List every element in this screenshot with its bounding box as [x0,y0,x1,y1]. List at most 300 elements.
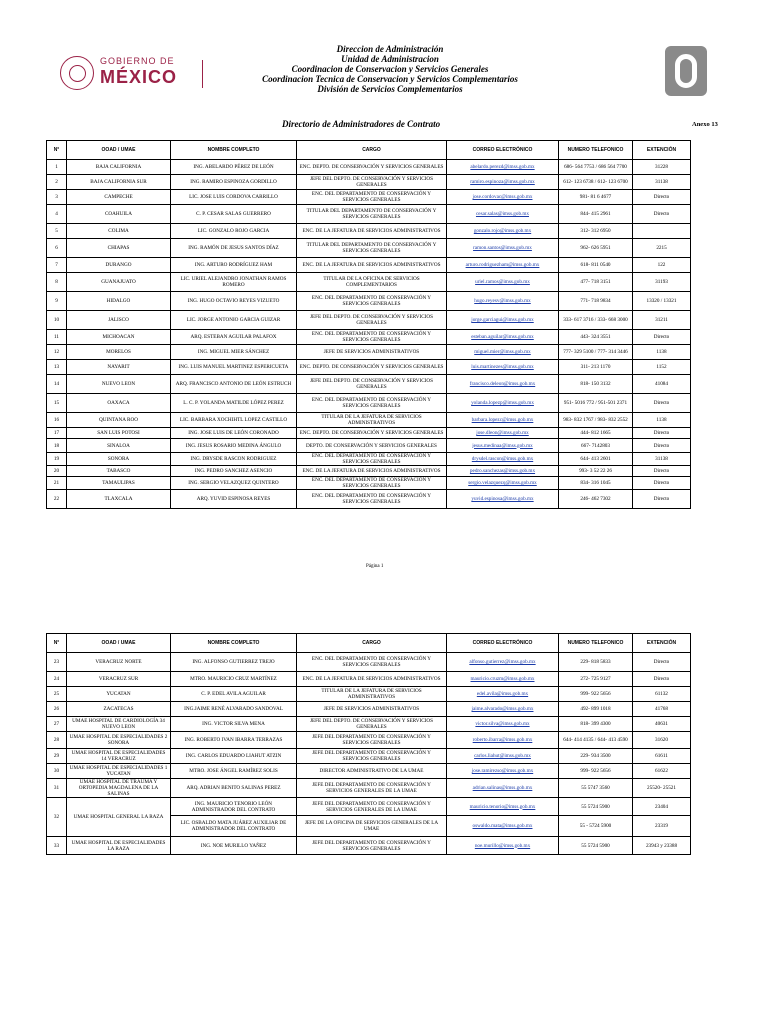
email-cell[interactable]: miguel.mier@imss.gob.mx [447,345,559,360]
phone-cell: 477- 718 3151 [559,273,633,292]
extension-cell: Directo [633,490,691,509]
phone-cell: 444- 812 1665 [559,428,633,439]
email-cell[interactable]: uriel.ramos@imss.gob.mx [447,273,559,292]
name-cell: ARQ. ADRIAN BENITO SALINAS PEREZ [171,779,297,798]
email-cell[interactable]: ramiro.espinoza@imss.gob.mx [447,175,559,190]
name-cell: ING. CARLOS EDUARDO LIAHUT ATZIN [171,749,297,764]
phone-cell: 999- 922 5656 [559,687,633,702]
row-number-cell: 5 [47,224,67,239]
phone-cell: 993- 3 52 22 26 [559,466,633,477]
position-cell: TITULAR DEL DEPARTAMENTO DE CONSERVACIÓN Y SERVICIOS GENERALES [297,205,447,224]
table-row [47,360,691,375]
table-row [47,837,691,855]
extension-cell: 31211 [633,311,691,330]
header-line: Coordinacion Tecnica de Conservacion y Servicios Complementarios [262,74,518,84]
row-number-cell: 30 [47,764,67,779]
extension-cell: Directo [633,466,691,477]
extension-cell: 23319 [633,816,691,837]
phone-cell: 312- 312 6950 [559,224,633,239]
table-row [47,779,691,798]
extension-cell: 61622 [633,764,691,779]
email-cell[interactable]: yolanda.lopezp@imss.gob.mx [447,394,559,413]
table-row [47,375,691,394]
extension-cell: 23404 [633,798,691,816]
column-header: N° [47,634,67,653]
phone-cell: 834- 316 1045 [559,477,633,490]
position-cell: ENC. DE LA JEFATURA DE SERVICIOS ADMINISTRATIVOS [297,466,447,477]
row-number-cell: 13 [47,360,67,375]
phone-cell: 999- 922 5656 [559,764,633,779]
directory-table-page1 [46,140,691,509]
row-number-cell: 12 [47,345,67,360]
table-row [47,749,691,764]
name-cell: ING. NOE MURILLO YAÑEZ [171,837,297,855]
phone-cell: 983- 832 1767 / 983- 832 2552 [559,413,633,428]
phone-cell: 443- 324 3551 [559,330,633,345]
table-row [47,477,691,490]
email-cell[interactable]: carlos.liahut@imss.gob.mx [447,749,559,764]
email-cell[interactable]: jose.dleon@imss.gob.mx [447,428,559,439]
ooad-cell: BAJA CALIFORNIA [67,160,171,175]
extension-cell: 1138 [633,345,691,360]
table-row [47,764,691,779]
phone-cell: 818- 150 3132 [559,375,633,394]
extension-cell: 31193 [633,273,691,292]
extension-cell: 61132 [633,687,691,702]
table-row [47,330,691,345]
position-cell: JEFE DEL DEPARTAMENTO DE CONSERVACIÓN Y SERVICIOS GENERALES DE LA UMAE [297,779,447,798]
phone-cell: 612- 123 6738 / 612- 123 6700 [559,175,633,190]
ooad-cell: YUCATAN [67,687,171,702]
name-cell: C. P. EDEL AVILA AGUILAR [171,687,297,702]
position-cell: TITULAR DE LA JEFATURA DE SERVICIOS ADMINISTRATIVOS [297,687,447,702]
email-cell[interactable]: esteban.aguilar@imss.gob.mx [447,330,559,345]
table-row [47,439,691,453]
annex-label: Anexo 13 [692,121,718,128]
position-cell: DIRECTOR ADMINISTRATIVO DE LA UMAE [297,764,447,779]
ooad-cell: MICHOACAN [67,330,171,345]
extension-cell: Directo [633,330,691,345]
row-number-cell: 14 [47,375,67,394]
row-number-cell: 19 [47,453,67,466]
ooad-cell: OAXACA [67,394,171,413]
name-cell: ING. PEDRO SANCHEZ ASENCIO [171,466,297,477]
ooad-cell: JALISCO [67,311,171,330]
table-header-row [47,141,691,160]
position-cell: ENC. DEL DEPARTAMENTO DE CONSERVACIÓN Y SERVICIOS GENERALES [297,190,447,205]
name-cell: LIC. JORGE ANTONIO GARCIA GUIZAR [171,311,297,330]
table-row [47,732,691,749]
position-cell: JEFE DE SERVICIOS ADMINISTRATIVOS [297,345,447,360]
ooad-cell: COAHUILA [67,205,171,224]
logo-line1: GOBIERNO DE [100,56,175,66]
row-number-cell: 24 [47,672,67,687]
column-header: NOMBRE COMPLETO [171,634,297,653]
position-cell: ENC. DEL DEPARTAMENTO DE CONSERVACIÓN Y SERVICIOS GENERALES [297,477,447,490]
column-header: EXTENCIÓN [633,141,691,160]
phone-cell: 618- 811 0540 [559,258,633,273]
name-cell: ING. SERGIO VELAZQUEZ QUINTERO [171,477,297,490]
row-number-cell: 9 [47,292,67,311]
phone-cell: 333- 617 3716 / 333- 668 3000 [559,311,633,330]
email-cell[interactable]: yuvid.espinosa@imss.gob.mx [447,490,559,509]
ooad-cell: DURANGO [67,258,171,273]
ooad-cell: TABASCO [67,466,171,477]
extension-cell: 31138 [633,453,691,466]
extension-cell: 122 [633,258,691,273]
phone-cell: 229- 818 5833 [559,653,633,672]
ooad-cell: UMAE HOSPITAL DE ESPECIALIDADES LA RAZA [67,837,171,855]
ooad-cell: SINALOA [67,439,171,453]
position-cell: ENC. DEL DEPARTAMENTO DE CONSERVACIÓN Y SERVICIOS GENERALES [297,453,447,466]
position-cell: ENC. DEPTO. DE CONSERVACIÓN Y SERVICIOS GENERALES [297,160,447,175]
name-cell: ARQ. ESTEBAN AGUILAR PALAFOX [171,330,297,345]
email-cell[interactable]: luis.martinezes@imss.gob.mx [447,360,559,375]
email-cell[interactable]: abelardo.perezd@imss.gob.mx [447,160,559,175]
column-header: NUMERO TELEFONICO [559,141,633,160]
table-row [47,672,691,687]
imss-logo-icon [665,46,707,96]
email-cell[interactable]: sergio.velazquezq@imss.gob.mx [447,477,559,490]
ooad-cell: MORELOS [67,345,171,360]
email-cell[interactable]: jorge.garciagui@imss.gob.mx [447,311,559,330]
position-cell: JEFE DEL DEPTO. DE CONSERVACIÓN Y SERVICIOS GENERALES [297,717,447,732]
extension-cell: Directo [633,653,691,672]
phone-cell: 844- 415 2961 [559,205,633,224]
name-cell: ING. MIGUEL MIER SÁNCHEZ [171,345,297,360]
column-header: EXTENCIÓN [633,634,691,653]
email-cell[interactable]: adrian.salinas@imss.gob.mx [447,779,559,798]
column-header: CORREO ELECTRÓNICO [447,634,559,653]
row-number-cell: 32 [47,798,67,837]
email-cell[interactable]: edel.avila@imss.gob.mx [447,687,559,702]
row-number-cell: 11 [47,330,67,345]
table-row [47,687,691,702]
email-cell[interactable]: noe.murillo@imss.gob.mx [447,837,559,855]
name-cell: ING. ALFONSO GUTIERREZ TREJO [171,653,297,672]
table-row [47,394,691,413]
email-cell[interactable]: jaime.alvarado@imss.gob.mx [447,702,559,717]
position-cell: ENC. DEPTO. DE CONSERVACIÓN Y SERVICIOS GENERALES [297,428,447,439]
page-number: Página 1 [366,564,384,569]
email-cell[interactable]: mauricio.cruzm@imss.gob.mx [447,672,559,687]
ooad-cell: TAMAULIPAS [67,477,171,490]
ooad-cell: TLAXCALA [67,490,171,509]
name-cell: ING. VICTOR SILVA MENA [171,717,297,732]
table-row [47,702,691,717]
header-line: Unidad de Administracion [341,54,439,64]
position-cell: TITULAR DE LA JEFATURA DE SERVICIOS ADMINISTRATIVOS [297,413,447,428]
table-row [47,224,691,239]
position-cell: ENC. DE LA JEFATURA DE SERVICIOS ADMINISTRATIVOS [297,672,447,687]
name-cell: LIC. GONZALO ROJO GARCIA [171,224,297,239]
name-cell: ING. DRYSDE RASCON RODRIGUEZ [171,453,297,466]
table-row [47,190,691,205]
position-cell: ENC. DE LA JEFATURA DE SERVICIOS ADMINISTRATIVOS [297,258,447,273]
table-row [47,175,691,190]
extension-cell: 31228 [633,160,691,175]
row-number-cell: 4 [47,205,67,224]
ooad-cell: UMAE HOSPITAL DE CARDIOLOGÍA 34 NUEVO LEON [67,717,171,732]
email-cell[interactable]: arturo.rodriguezham@imss.gob.mx [447,258,559,273]
name-cell: ING.JAIME RENÉ ALVARADO SANDOVAL [171,702,297,717]
phone-cell: 951- 5016 772 / 951-501 2371 [559,394,633,413]
phone-cell: 229- 934 3500 [559,749,633,764]
ooad-cell: NUEVO LEON [67,375,171,394]
extension-cell: Directo [633,428,691,439]
row-number-cell: 33 [47,837,67,855]
row-number-cell: 17 [47,428,67,439]
phone-cell: 962- 626 5951 [559,239,633,258]
extension-cell: 31620 [633,732,691,749]
row-number-cell: 31 [47,779,67,798]
row-number-cell: 2 [47,175,67,190]
phone-cell: 644- 413 2601 [559,453,633,466]
header-line: División de Servicios Complementarios [317,84,463,94]
position-cell: ENC. DEL DEPARTAMENTO DE CONSERVACIÓN Y SERVICIOS GENERALES [297,490,447,509]
email-cell[interactable]: drysdel.rascon@imss.gob.mx [447,453,559,466]
table-row [47,160,691,175]
column-header: CARGO [297,634,447,653]
ooad-cell: GUANAJUATO [67,273,171,292]
column-header: CORREO ELECTRÓNICO [447,141,559,160]
header-block [180,44,600,94]
phone-cell: 686- 564 7753 / 686 564 7700 [559,160,633,175]
extension-cell: 40631 [633,717,691,732]
phone-cell: 777- 329 5100 / 777- 314 3446 [559,345,633,360]
email-cell[interactable]: jose.cordovac@imss.gob.mx [447,190,559,205]
email-cell[interactable]: oswaldo.mata@imss.gob.mx [447,816,559,837]
position-cell: JEFE DEL DEPARTAMENTO DE CONSERVACIÓN Y SERVICIOS GENERALES [297,732,447,749]
phone-cell: 311- 213 1170 [559,360,633,375]
row-number-cell: 25 [47,687,67,702]
extension-cell: Directo [633,394,691,413]
table-row [47,428,691,439]
extension-cell: 23943 y 23388 [633,837,691,855]
row-number-cell: 16 [47,413,67,428]
position-cell: JEFE DE LA OFICINA DE SERVICIOS GENERALES DE LA UMAE [297,816,447,837]
position-cell: JEFE DEL DEPTO. DE CONSERVACIÓN Y SERVICIOS GENERALES [297,175,447,190]
ooad-cell: VERACRUZ SUR [67,672,171,687]
phone-cell: 55 5724 5900 [559,798,633,816]
table-row [47,413,691,428]
name-cell: MTRO. JOSE ÁNGEL RAMÍREZ SOLIS [171,764,297,779]
phone-cell: 55 5724 5900 [559,837,633,855]
ooad-cell: VERACRUZ NORTE [67,653,171,672]
table-row [47,273,691,292]
extension-cell: Directo [633,672,691,687]
name-cell: ARQ. FRANCISCO ANTONIO DE LEÓN ESTRUCH [171,375,297,394]
position-cell: JEFE DEL DEPARTAMENTO DE CONSERVACIÓN Y SERVICIOS GENERALES [297,837,447,855]
email-cell[interactable]: gonzalo.rojo@imss.gob.mx [447,224,559,239]
row-number-cell: 7 [47,258,67,273]
position-cell: ENC. DEPTO. DE CONSERVACIÓN Y SERVICIOS GENERALES [297,360,447,375]
table-row [47,717,691,732]
column-header: OOAD / UMAE [67,141,171,160]
table-row [47,292,691,311]
header-line: Direccion de Administración [336,44,444,54]
phone-cell: 644- 414 4135 / 644- 413 4590 [559,732,633,749]
ooad-cell: BAJA CALIFORNIA SUR [67,175,171,190]
name-cell: ARQ. YUVID ESPINOSA REYES [171,490,297,509]
name-cell: ING. HUGO OCTAVIO REYES VIZUETO [171,292,297,311]
ooad-cell: SONORA [67,453,171,466]
table-row [47,490,691,509]
name-cell: ING. ABELARDO PÉREZ DE LEÓN [171,160,297,175]
name-cell: LIC. OSBALDO MATA JUÁREZ AUXILIAR DE ADMINISTRADOR DEL CONTRATO [171,816,297,837]
row-number-cell: 29 [47,749,67,764]
ooad-cell: UMAE HOSPITAL DE ESPECIALIDADES 1 YUCATAN [67,764,171,779]
header-line: Coordinacion de Conservacion y Servicios Generales [291,64,489,74]
phone-cell: 492- 899 1018 [559,702,633,717]
table-row [47,798,691,816]
name-cell: ING. RAMÓN DE JESUS SANTOS DÍAZ [171,239,297,258]
extension-cell: Directo [633,190,691,205]
name-cell: LIC. BARBARA XOCHIHTL LOPEZ CASTILLO [171,413,297,428]
extension-cell: 1138 [633,413,691,428]
ooad-cell: SAN LUIS POTOSI [67,428,171,439]
ooad-cell: UMAE HOSPITAL DE ESPECIALIDADES 14 VERACRUZ [67,749,171,764]
position-cell: ENC. DEL DEPARTAMENTO DE CONSERVACIÓN Y SERVICIOS GENERALES [297,394,447,413]
position-cell: TITULAR DE LA OFICINA DE SERVICIOS COMPLEMENTARIOS [297,273,447,292]
extension-cell [633,224,691,239]
extension-cell: Directo [633,439,691,453]
row-number-cell: 1 [47,160,67,175]
name-cell: LIC. JOSE LUIS CORDOVA CARRILLO [171,190,297,205]
name-cell: L. C. P. YOLANDA MATILDE LÓPEZ PEREZ [171,394,297,413]
directory-table-page2 [46,633,691,855]
extension-cell: Directo [633,477,691,490]
table-row [47,258,691,273]
extension-cell: 41084 [633,375,691,394]
position-cell: JEFE DEL DEPTO. DE CONSERVACIÓN Y SERVICIOS GENERALES [297,311,447,330]
email-cell[interactable]: ramon.santos@imss.gob.mx [447,239,559,258]
ooad-cell: ZACATECAS [67,702,171,717]
position-cell: JEFE DE SERVICIOS ADMINISTRATIVOS [297,702,447,717]
row-number-cell: 8 [47,273,67,292]
email-cell[interactable]: jose.ramirezso@imss.gob.mx [447,764,559,779]
name-cell: ING. ROBERTO IVAN IBARRA TERRAZAS [171,732,297,749]
phone-cell: 771- 718 9834 [559,292,633,311]
ooad-cell: UMAE HOSPITAL DE ESPECIALIDADES 2 SONORA [67,732,171,749]
position-cell: ENC. DE LA JEFATURA DE SERVICIOS ADMINISTRATIVOS [297,224,447,239]
email-cell[interactable]: cesar.salas@imss.gob.mx [447,205,559,224]
row-number-cell: 15 [47,394,67,413]
email-cell[interactable]: francisco.deleon@imss.gob.mx [447,375,559,394]
position-cell: ENC. DEL DEPARTAMENTO DE CONSERVACIÓN Y SERVICIOS GENERALES [297,653,447,672]
row-number-cell: 20 [47,466,67,477]
name-cell: ING. ARTURO RODRÍGUEZ HAM [171,258,297,273]
phone-cell: 667- 7142803 [559,439,633,453]
ooad-cell: CHIAPAS [67,239,171,258]
email-cell[interactable]: victor.silva@imss.gob.mx [447,717,559,732]
column-header: OOAD / UMAE [67,634,171,653]
table-row [47,345,691,360]
column-header: NUMERO TELEFONICO [559,634,633,653]
table-row [47,239,691,258]
phone-cell: 272- 725 9127 [559,672,633,687]
email-cell[interactable]: pedro.sanchezas@imss.gob.mx [447,466,559,477]
name-cell: ING. JESUS ROSARIO MEDINA ÁNGULO [171,439,297,453]
extension-cell: 31138 [633,175,691,190]
national-seal-icon [60,56,94,90]
column-header: NOMBRE COMPLETO [171,141,297,160]
email-cell[interactable]: barbara.lopezc@imss.gob.mx [447,413,559,428]
extension-cell: 61611 [633,749,691,764]
ooad-cell: QUINTANA ROO [67,413,171,428]
extension-cell: Directo [633,205,691,224]
name-cell: ING. RAMIRO ESPINOZA GORDILLO [171,175,297,190]
phone-cell: 55 5747 3560 [559,779,633,798]
column-header: CARGO [297,141,447,160]
extension-cell: 41768 [633,702,691,717]
position-cell: JEFE DEL DEPARTAMENTO DE CONSERVACIÓN Y SERVICIOS GENERALES DE LA UMAE [297,798,447,816]
position-cell: JEFE DEL DEPTO. DE CONSERVACIÓN Y SERVICIOS GENERALES [297,375,447,394]
phone-cell: 246- 462 7302 [559,490,633,509]
row-number-cell: 18 [47,439,67,453]
row-number-cell: 26 [47,702,67,717]
table-row [47,205,691,224]
ooad-cell: NAYARIT [67,360,171,375]
row-number-cell: 22 [47,490,67,509]
name-cell: ING. LUIS MANUEL MARTINEZ ESPERICUETA [171,360,297,375]
table-header-row [47,634,691,653]
ooad-cell: COLIMA [67,224,171,239]
row-number-cell: 6 [47,239,67,258]
position-cell: TITULAR DEL DEPARTAMENTO DE CONSERVACIÓN Y SERVICIOS GENERALES [297,239,447,258]
row-number-cell: 23 [47,653,67,672]
name-cell: C. P. CESAR SALAS GUERRERO [171,205,297,224]
phone-cell: 55 - 5724 5900 [559,816,633,837]
phone-cell: 818- 399 4300 [559,717,633,732]
row-number-cell: 21 [47,477,67,490]
ooad-cell: HIDALGO [67,292,171,311]
extension-cell: 25520- 25521 [633,779,691,798]
column-header: N° [47,141,67,160]
row-number-cell: 28 [47,732,67,749]
document-title: Directorio de Administradores de Contrato [282,119,441,129]
email-cell[interactable]: alfonso.gutierrez@imss.gob.mx [447,653,559,672]
table-row [47,311,691,330]
row-number-cell: 10 [47,311,67,330]
ooad-cell: UMAE HOSPITAL DE TRAUMA Y ORTOPEDIA MAGDALENA DE LA SALINAS [67,779,171,798]
extension-cell: 13320 / 13321 [633,292,691,311]
extension-cell: 2215 [633,239,691,258]
email-cell[interactable]: roberto.ibarra@imss.gob.mx [447,732,559,749]
position-cell: JEFE DEL DEPARTAMENTO DE CONSERVACIÓN Y SERVICIOS GENERALES [297,749,447,764]
row-number-cell: 3 [47,190,67,205]
email-cell[interactable]: mauricio.tenorio@imss.gob.mx [447,798,559,816]
phone-cell: 981- 81 6 4677 [559,190,633,205]
email-cell[interactable]: hugo.reyesv@imss.gob.mx [447,292,559,311]
table-row [47,453,691,466]
table-row [47,466,691,477]
ooad-cell: UMAE HOSPITAL GENERAL LA RAZA [67,798,171,837]
name-cell: ING. JOSE LUIS DE LEÓN CORONADO [171,428,297,439]
name-cell: MTRO. MAURICIO CRUZ MARTÍNEZ [171,672,297,687]
position-cell: ENC. DEL DEPARTAMENTO DE CONSERVACIÓN Y SERVICIOS GENERALES [297,330,447,345]
position-cell: ENC. DEL DEPARTAMENTO DE CONSERVACIÓN Y SERVICIOS GENERALES [297,292,447,311]
name-cell: ING. MAURICIO TENORIO LEÓN ADMINISTRADOR DEL CONTRATO [171,798,297,816]
name-cell: LIC. URIEL ALEJANDRO JONATHAN RAMOS ROMERO [171,273,297,292]
email-cell[interactable]: jesus.medinaa@imss.gob.mx [447,439,559,453]
ooad-cell: CAMPECHE [67,190,171,205]
position-cell: DEPTO. DE CONSERVACIÓN Y SERVICIOS GENERALES [297,439,447,453]
logo-line2: MÉXICO [100,67,178,87]
extension-cell: 1152 [633,360,691,375]
table-row [47,653,691,672]
row-number-cell: 27 [47,717,67,732]
